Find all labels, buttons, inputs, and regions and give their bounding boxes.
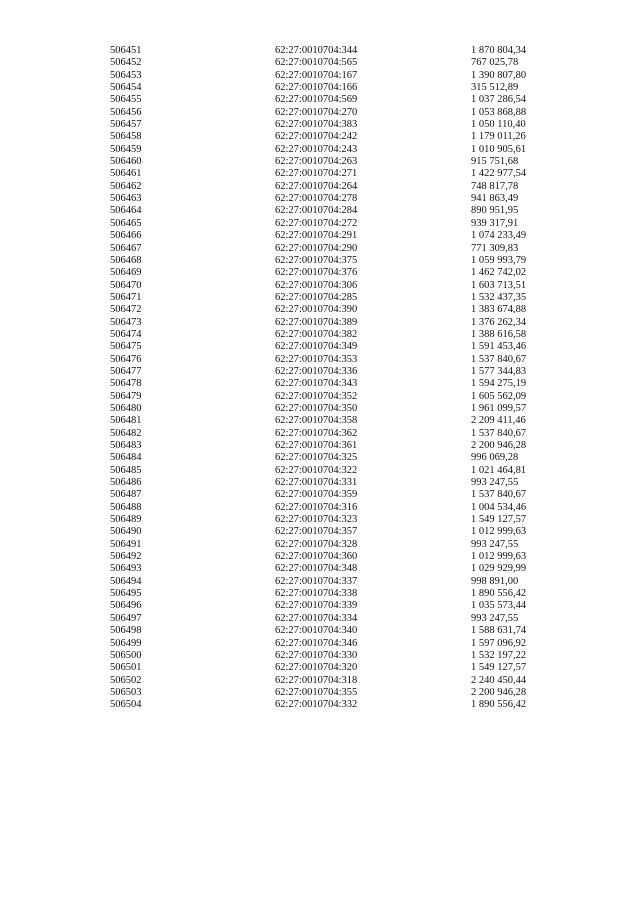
cadastral-number-cell: 62:27:0010704:361 — [275, 440, 358, 451]
row-number-cell: 506486 — [110, 477, 142, 489]
table-row — [110, 193, 561, 205]
amount-cell: 748 817,78 — [471, 180, 519, 192]
cadastral-number-cell: 62:27:0010704:290 — [275, 242, 358, 254]
amount-cell: 1 961 099,57 — [471, 402, 527, 414]
amount-cell: 1 010 905,61 — [471, 143, 527, 155]
amount-cell: 890 951,95 — [471, 205, 519, 217]
cadastral-number-cell: 62:27:0010704:264 — [275, 180, 358, 192]
amount-cell: 2 200 946,28 — [471, 440, 527, 451]
cadastral-number-cell: 62:27:0010704:376 — [275, 267, 358, 279]
row-number-cell: 506451 — [110, 45, 142, 56]
cadastral-number-cell: 62:27:0010704:337 — [275, 575, 358, 587]
amount-cell: 1 532 197,22 — [471, 649, 527, 661]
table-row — [110, 304, 561, 316]
row-number-cell: 506488 — [110, 501, 142, 513]
row-number-cell: 506502 — [110, 674, 142, 686]
row-number-cell: 506452 — [110, 57, 142, 69]
row-number-cell: 506504 — [110, 699, 142, 711]
row-number-cell: 506468 — [110, 254, 142, 266]
amount-cell: 993 247,55 — [471, 612, 519, 624]
row-number-cell: 506477 — [110, 365, 142, 377]
cadastral-number-cell: 62:27:0010704:352 — [275, 390, 358, 402]
table-row — [110, 317, 561, 329]
cadastral-number-cell: 62:27:0010704:270 — [275, 106, 358, 118]
cadastral-number-cell: 62:27:0010704:271 — [275, 168, 358, 180]
table-row — [110, 144, 561, 156]
row-number-cell: 506460 — [110, 156, 142, 168]
table-row — [110, 502, 561, 514]
amount-cell: 1 012 999,63 — [471, 526, 527, 538]
cadastral-number-cell: 62:27:0010704:389 — [275, 316, 358, 328]
cadastral-number-cell: 62:27:0010704:355 — [275, 686, 358, 698]
row-number-cell: 506473 — [110, 316, 142, 328]
amount-cell: 1 037 286,54 — [471, 94, 527, 106]
cadastral-number-cell: 62:27:0010704:565 — [275, 57, 358, 69]
cadastral-number-cell: 62:27:0010704:334 — [275, 612, 358, 624]
amount-cell: 1 059 993,79 — [471, 254, 527, 266]
table-row — [110, 280, 561, 292]
table-row — [110, 354, 561, 366]
cadastral-number-cell: 62:27:0010704:353 — [275, 353, 358, 365]
cadastral-number-cell: 62:27:0010704:358 — [275, 415, 358, 427]
amount-cell: 1 537 840,67 — [471, 427, 527, 439]
amount-cell: 996 069,28 — [471, 452, 519, 464]
row-number-cell: 506457 — [110, 119, 142, 131]
amount-cell: 1 591 453,46 — [471, 341, 527, 353]
table-row — [110, 415, 561, 427]
amount-cell: 1 053 868,88 — [471, 106, 527, 118]
row-number-cell: 506499 — [110, 637, 142, 649]
table-row — [110, 539, 561, 551]
amount-cell: 1 549 127,57 — [471, 662, 527, 674]
amount-cell: 1 021 464,81 — [471, 464, 527, 476]
cadastral-number-cell: 62:27:0010704:375 — [275, 254, 358, 266]
table-row — [110, 230, 561, 242]
cadastral-number-cell: 62:27:0010704:360 — [275, 551, 358, 563]
amount-cell: 1 549 127,57 — [471, 514, 527, 526]
amount-cell: 2 200 946,28 — [471, 686, 527, 698]
amount-cell: 941 863,49 — [471, 193, 519, 205]
table-row — [110, 45, 561, 57]
table-row — [110, 465, 561, 477]
cadastral-number-cell: 62:27:0010704:278 — [275, 193, 358, 205]
table-row — [110, 218, 561, 230]
amount-cell: 993 247,55 — [471, 538, 519, 550]
cadastral-number-cell: 62:27:0010704:263 — [275, 156, 358, 168]
row-number-cell: 506493 — [110, 563, 142, 575]
amount-cell: 1 074 233,49 — [471, 230, 527, 242]
row-number-cell: 506489 — [110, 514, 142, 526]
amount-cell: 1 376 262,34 — [471, 316, 527, 328]
amount-cell: 1 532 437,35 — [471, 291, 527, 303]
row-number-cell: 506462 — [110, 180, 142, 192]
amount-cell: 1 035 573,44 — [471, 600, 527, 612]
table-row — [110, 57, 561, 69]
cadastral-number-cell: 62:27:0010704:343 — [275, 378, 358, 390]
table-row — [110, 514, 561, 526]
table-row — [110, 341, 561, 353]
cadastral-number-cell: 62:27:0010704:357 — [275, 526, 358, 538]
amount-cell: 1 537 840,67 — [471, 353, 527, 365]
table-row — [110, 391, 561, 403]
table-row — [110, 675, 561, 687]
row-number-cell: 506475 — [110, 341, 142, 353]
row-number-cell: 506454 — [110, 82, 142, 94]
amount-cell: 1 597 096,92 — [471, 637, 527, 649]
row-number-cell: 506455 — [110, 94, 142, 106]
amount-cell: 1 012 999,63 — [471, 551, 527, 563]
cadastral-number-cell: 62:27:0010704:291 — [275, 230, 358, 242]
row-number-cell: 506456 — [110, 106, 142, 118]
table-row — [110, 131, 561, 143]
table-row — [110, 119, 561, 131]
table-row — [110, 70, 561, 82]
row-number-cell: 506492 — [110, 551, 142, 563]
row-number-cell: 506467 — [110, 242, 142, 254]
amount-cell: 1 383 674,88 — [471, 304, 527, 316]
table-row — [110, 662, 561, 674]
cadastral-number-cell: 62:27:0010704:332 — [275, 699, 358, 711]
cadastral-number-cell: 62:27:0010704:382 — [275, 328, 358, 340]
row-number-cell: 506494 — [110, 575, 142, 587]
table-row — [110, 378, 561, 390]
table-row — [110, 699, 561, 711]
row-number-cell: 506469 — [110, 267, 142, 279]
amount-cell: 1 890 556,42 — [471, 588, 527, 600]
cadastral-number-cell: 62:27:0010704:336 — [275, 365, 358, 377]
data-table-body — [110, 45, 561, 712]
cadastral-number-cell: 62:27:0010704:306 — [275, 279, 358, 291]
table-row — [110, 526, 561, 538]
cadastral-number-cell: 62:27:0010704:167 — [275, 69, 358, 81]
row-number-cell: 506503 — [110, 686, 142, 698]
table-row — [110, 600, 561, 612]
cadastral-number-cell: 62:27:0010704:330 — [275, 649, 358, 661]
cadastral-number-cell: 62:27:0010704:338 — [275, 588, 358, 600]
amount-cell: 1 870 804,34 — [471, 45, 527, 56]
cadastral-number-cell: 62:27:0010704:242 — [275, 131, 358, 143]
cadastral-number-cell: 62:27:0010704:359 — [275, 489, 358, 501]
cadastral-number-cell: 62:27:0010704:318 — [275, 674, 358, 686]
table-row — [110, 613, 561, 625]
amount-cell: 1 594 275,19 — [471, 378, 527, 390]
amount-cell: 1 179 011,26 — [471, 131, 526, 143]
row-number-cell: 506479 — [110, 390, 142, 402]
cadastral-number-cell: 62:27:0010704:344 — [275, 45, 358, 56]
cadastral-number-cell: 62:27:0010704:243 — [275, 143, 358, 155]
table-row — [110, 452, 561, 464]
amount-cell: 1 605 562,09 — [471, 390, 527, 402]
row-number-cell: 506470 — [110, 279, 142, 291]
cadastral-number-cell: 62:27:0010704:569 — [275, 94, 358, 106]
amount-cell: 1 422 977,54 — [471, 168, 527, 180]
cadastral-number-cell: 62:27:0010704:272 — [275, 217, 358, 229]
amount-cell: 998 891,00 — [471, 575, 519, 587]
table-row — [110, 576, 561, 588]
cadastral-number-cell: 62:27:0010704:316 — [275, 501, 358, 513]
row-number-cell: 506491 — [110, 538, 142, 550]
amount-cell: 1 537 840,67 — [471, 489, 527, 501]
cadastral-number-cell: 62:27:0010704:325 — [275, 452, 358, 464]
row-number-cell: 506480 — [110, 402, 142, 414]
row-number-cell: 506501 — [110, 662, 142, 674]
row-number-cell: 506474 — [110, 328, 142, 340]
row-number-cell: 506483 — [110, 440, 142, 451]
cadastral-number-cell: 62:27:0010704:323 — [275, 514, 358, 526]
row-number-cell: 506471 — [110, 291, 142, 303]
amount-cell: 939 317,91 — [471, 217, 519, 229]
row-number-cell: 506461 — [110, 168, 142, 180]
row-number-cell: 506495 — [110, 588, 142, 600]
cadastral-number-cell: 62:27:0010704:390 — [275, 304, 358, 316]
data-table — [110, 45, 561, 712]
cadastral-number-cell: 62:27:0010704:331 — [275, 477, 358, 489]
table-row — [110, 107, 561, 119]
table-row — [110, 428, 561, 440]
cadastral-number-cell: 62:27:0010704:328 — [275, 538, 358, 550]
row-number-cell: 506459 — [110, 143, 142, 155]
table-row — [110, 563, 561, 575]
cadastral-number-cell: 62:27:0010704:340 — [275, 625, 358, 637]
table-row — [110, 156, 561, 168]
amount-cell: 771 309,83 — [471, 242, 519, 254]
amount-cell: 1 388 616,58 — [471, 328, 527, 340]
row-number-cell: 506487 — [110, 489, 142, 501]
table-row — [110, 292, 561, 304]
row-number-cell: 506490 — [110, 526, 142, 538]
amount-cell: 2 240 450,44 — [471, 674, 527, 686]
table-row — [110, 168, 561, 180]
row-number-cell: 506478 — [110, 378, 142, 390]
row-number-cell: 506481 — [110, 415, 142, 427]
amount-cell: 1 603 713,51 — [471, 279, 527, 291]
amount-cell: 2 209 411,46 — [471, 415, 526, 427]
table-row — [110, 403, 561, 415]
table-row — [110, 625, 561, 637]
cadastral-number-cell: 62:27:0010704:362 — [275, 427, 358, 439]
cadastral-number-cell: 62:27:0010704:320 — [275, 662, 358, 674]
table-row — [110, 329, 561, 341]
amount-cell: 1 004 534,46 — [471, 501, 527, 513]
amount-cell: 1 050 110,40 — [471, 119, 526, 131]
cadastral-number-cell: 62:27:0010704:383 — [275, 119, 358, 131]
row-number-cell: 506496 — [110, 600, 142, 612]
row-number-cell: 506498 — [110, 625, 142, 637]
amount-cell: 315 512,89 — [471, 82, 519, 94]
row-number-cell: 506500 — [110, 649, 142, 661]
table-row — [110, 489, 561, 501]
amount-cell: 1 890 556,42 — [471, 699, 527, 711]
table-row — [110, 650, 561, 662]
table-row — [110, 588, 561, 600]
table-row — [110, 638, 561, 650]
row-number-cell: 506484 — [110, 452, 142, 464]
amount-cell: 1 588 631,74 — [471, 625, 527, 637]
row-number-cell: 506465 — [110, 217, 142, 229]
table-row — [110, 181, 561, 193]
table-row — [110, 94, 561, 106]
row-number-cell: 506464 — [110, 205, 142, 217]
amount-cell: 915 751,68 — [471, 156, 519, 168]
table-row — [110, 687, 561, 699]
row-number-cell: 506458 — [110, 131, 142, 143]
cadastral-number-cell: 62:27:0010704:346 — [275, 637, 358, 649]
table-row — [110, 551, 561, 563]
cadastral-number-cell: 62:27:0010704:339 — [275, 600, 358, 612]
amount-cell: 1 029 929,99 — [471, 563, 527, 575]
row-number-cell: 506497 — [110, 612, 142, 624]
amount-cell: 1 390 807,80 — [471, 69, 527, 81]
table-row — [110, 205, 561, 217]
amount-cell: 1 462 742,02 — [471, 267, 527, 279]
table-row — [110, 440, 561, 452]
table-row — [110, 366, 561, 378]
table-row — [110, 243, 561, 255]
row-number-cell: 506472 — [110, 304, 142, 316]
row-number-cell: 506476 — [110, 353, 142, 365]
cadastral-number-cell: 62:27:0010704:166 — [275, 82, 358, 94]
amount-cell: 767 025,78 — [471, 57, 519, 69]
amount-cell: 993 247,55 — [471, 477, 519, 489]
table-row — [110, 255, 561, 267]
row-number-cell: 506485 — [110, 464, 142, 476]
cadastral-number-cell: 62:27:0010704:285 — [275, 291, 358, 303]
row-number-cell: 506453 — [110, 69, 142, 81]
row-number-cell: 506463 — [110, 193, 142, 205]
amount-cell: 1 577 344,83 — [471, 365, 527, 377]
cadastral-number-cell: 62:27:0010704:350 — [275, 402, 358, 414]
cadastral-number-cell: 62:27:0010704:322 — [275, 464, 358, 476]
row-number-cell: 506466 — [110, 230, 142, 242]
table-row — [110, 477, 561, 489]
cadastral-number-cell: 62:27:0010704:349 — [275, 341, 358, 353]
row-number-cell: 506482 — [110, 427, 142, 439]
cadastral-number-cell: 62:27:0010704:348 — [275, 563, 358, 575]
table-row — [110, 267, 561, 279]
cadastral-number-cell: 62:27:0010704:284 — [275, 205, 358, 217]
table-row — [110, 82, 561, 94]
